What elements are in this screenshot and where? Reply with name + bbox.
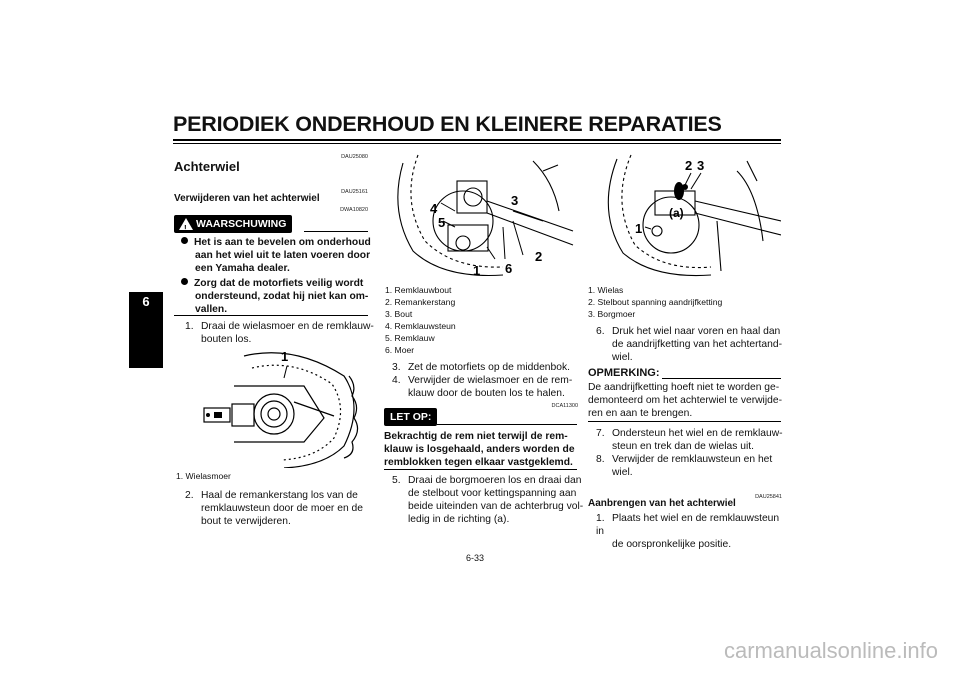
- code-label: DCA11300: [551, 403, 578, 409]
- divider: [174, 315, 368, 316]
- step-1: 1. Draai de wielasmoer en de remklauw- bouten los.: [185, 321, 374, 345]
- code-label: DWA10820: [340, 207, 368, 213]
- wheel-nut-illustration: [174, 346, 370, 468]
- title-rule: [173, 139, 781, 141]
- figure-callout: 1: [635, 221, 643, 236]
- figure-callout: 1: [473, 263, 481, 278]
- note-heading: OPMERKING:: [588, 367, 660, 379]
- figure-callout: (a): [669, 206, 684, 220]
- figure-callout: 4: [430, 201, 438, 216]
- title-rule-thin: [173, 143, 781, 144]
- subheading: Verwijderen van het achterwiel: [174, 193, 320, 204]
- warning-item: Zorg dat de motorfiets veilig wordt ondersteund, zodat hij niet kan om- vallen.: [181, 277, 373, 316]
- brake-caliper-illustration: [383, 151, 579, 279]
- subheading: Aanbrengen van het achterwiel: [588, 498, 736, 509]
- figure-callout: 2: [535, 249, 543, 264]
- code-label: DAU25841: [755, 494, 782, 500]
- step-8: 8. Verwijder de remklauwsteun en het wiel.: [596, 454, 773, 478]
- figure-callout: 1: [281, 349, 289, 364]
- section-heading: Achterwiel: [174, 159, 240, 174]
- watermark: carmanualsonline.info: [723, 638, 938, 663]
- figure-callout: 2: [685, 158, 693, 173]
- caution-text: Bekrachtig de rem niet terwijl de rem- klauw is losgehaald, anders worden de remblokken tegen elkaar vastgeklemd.: [384, 431, 575, 468]
- caption-list: 1. Remklauwbout 2. Remankerstang 3. Bout 4. Remklauwsteun 5. Remklauw 6. Moer: [385, 285, 456, 355]
- step-2: 2. Haal de remankerstang los van de remklauwsteun door de moer en de bout te verwijderen.: [185, 490, 363, 527]
- divider: [437, 424, 577, 425]
- page-number: 6-33: [466, 553, 485, 563]
- step-5: 5. Draai de borgmoeren los en draai dan de stelbout voor kettingspanning aan beide uiteinden van de achterbrug vol- ledig in de richting (a).: [392, 475, 584, 525]
- divider: [304, 231, 368, 232]
- step-3: 3. Zet de motorfiets op de middenbok.: [392, 362, 570, 373]
- warning-label: WAARSCHUWING: [196, 218, 287, 230]
- bullet-icon: [181, 278, 188, 285]
- figure-callout: 3: [511, 193, 519, 208]
- code-label: DAU25161: [341, 189, 368, 195]
- step-6: 6. Druk het wiel naar voren en haal dan de aandrijfketting van het achtertand- wiel.: [596, 326, 783, 363]
- divider: [384, 469, 577, 470]
- bullet-icon: [181, 237, 188, 244]
- step-4: 4. Verwijder de wielasmoer en de rem- klauw door de bouten los te halen.: [392, 375, 573, 399]
- divider: [588, 421, 781, 422]
- axle-chain-illustration: [587, 151, 781, 279]
- caption-list: 1. Wielas 2. Stelbout spanning aandrijfketting 3. Borgmoer: [588, 285, 723, 319]
- chapter-tab: 6: [129, 292, 163, 368]
- divider: [662, 378, 781, 379]
- figure-callout: 5: [438, 215, 446, 230]
- step-7: 7. Ondersteun het wiel en de remklauw- steun en trek dan de wielas uit.: [596, 428, 783, 452]
- warning-triangle-icon: [179, 218, 193, 230]
- code-label: DAU25080: [341, 154, 368, 160]
- figure-callout: 3: [697, 158, 705, 173]
- warning-badge: [174, 215, 292, 233]
- figure-caption: 1. Wielasmoer: [176, 471, 231, 481]
- caution-badge: LET OP:: [384, 408, 437, 426]
- page-title: PERIODIEK ONDERHOUD EN KLEINERE REPARATIES: [173, 112, 722, 136]
- figure-callout: 6: [505, 261, 513, 276]
- step-9: 1. Plaats het wiel en de remklauwsteun in de oorspronkelijke positie.: [596, 513, 780, 550]
- note-text: De aandrijfketting hoeft niet te worden ge- demonteerd om het achterwiel te verwijde- ren en aan te brengen.: [588, 382, 783, 419]
- warning-item: Het is aan te bevelen om onderhoud aan het wiel uit te laten voeren door een Yamaha dealer.: [181, 236, 373, 275]
